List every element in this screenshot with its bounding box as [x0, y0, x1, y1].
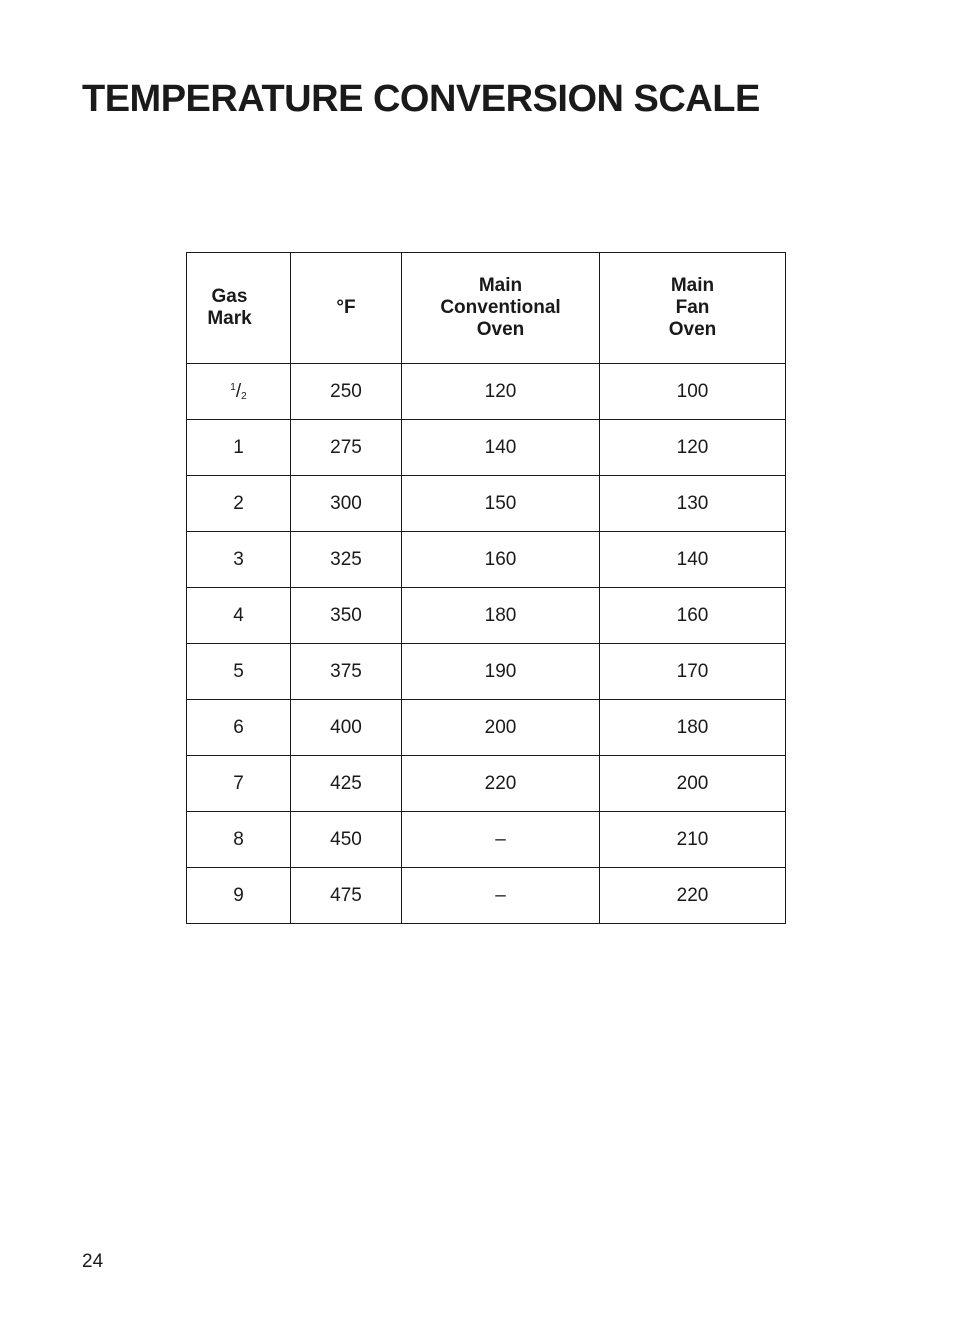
cell-fan-oven: 140 — [600, 532, 786, 588]
cell-fahrenheit: 475 — [291, 868, 402, 924]
cell-fahrenheit: 250 — [291, 364, 402, 420]
cell-gas-mark: 8 — [187, 812, 291, 868]
cell-gas-mark: 2 — [187, 476, 291, 532]
cell-gas-mark: 9 — [187, 868, 291, 924]
cell-gas-mark: 7 — [187, 756, 291, 812]
cell-fan-oven: 160 — [600, 588, 786, 644]
cell-fahrenheit: 350 — [291, 588, 402, 644]
cell-fan-oven: 130 — [600, 476, 786, 532]
cell-fan-oven: 200 — [600, 756, 786, 812]
header-gas-mark: Gas Mark — [187, 253, 291, 364]
header-main-fan-oven: Main Fan Oven — [600, 253, 786, 364]
cell-fan-oven: 220 — [600, 868, 786, 924]
cell-fahrenheit: 450 — [291, 812, 402, 868]
cell-fahrenheit: 325 — [291, 532, 402, 588]
table-row — [187, 364, 786, 420]
cell-fan-oven: 170 — [600, 644, 786, 700]
table-row — [187, 420, 786, 476]
cell-conventional-oven: 190 — [402, 644, 600, 700]
cell-fan-oven: 210 — [600, 812, 786, 868]
table-row — [187, 644, 786, 700]
cell-gas-mark: 4 — [187, 588, 291, 644]
temperature-conversion-table — [186, 252, 786, 924]
fraction-half: $^1/_2$ — [230, 380, 247, 402]
cell-fahrenheit: 375 — [291, 644, 402, 700]
page-number: 24 — [82, 1251, 104, 1272]
cell-fan-oven: 120 — [600, 420, 786, 476]
cell-conventional-oven: 220 — [402, 756, 600, 812]
table-row — [187, 476, 786, 532]
page-title: TEMPERATURE CONVERSION SCALE — [82, 78, 760, 120]
table-row — [187, 868, 786, 924]
table-row — [187, 812, 786, 868]
cell-fahrenheit: 275 — [291, 420, 402, 476]
cell-conventional-oven: – — [402, 868, 600, 924]
table-row — [187, 756, 786, 812]
cell-gas-mark — [187, 364, 291, 420]
cell-conventional-oven: 120 — [402, 364, 600, 420]
cell-conventional-oven: 150 — [402, 476, 600, 532]
header-fahrenheit: °F — [291, 253, 402, 364]
cell-fahrenheit: 300 — [291, 476, 402, 532]
cell-fahrenheit: 425 — [291, 756, 402, 812]
cell-conventional-oven: – — [402, 812, 600, 868]
cell-conventional-oven: 140 — [402, 420, 600, 476]
cell-fan-oven: 180 — [600, 700, 786, 756]
cell-gas-mark: 3 — [187, 532, 291, 588]
cell-gas-mark: 6 — [187, 700, 291, 756]
cell-gas-mark: 1 — [187, 420, 291, 476]
table-header-row — [187, 253, 786, 364]
cell-conventional-oven: 180 — [402, 588, 600, 644]
cell-fan-oven: 100 — [600, 364, 786, 420]
cell-conventional-oven: 200 — [402, 700, 600, 756]
header-main-conventional-oven: Main Conventional Oven — [402, 253, 600, 364]
table-row — [187, 700, 786, 756]
table-row — [187, 588, 786, 644]
cell-fahrenheit: 400 — [291, 700, 402, 756]
table-body — [187, 364, 786, 924]
table-row — [187, 532, 786, 588]
cell-conventional-oven: 160 — [402, 532, 600, 588]
cell-gas-mark: 5 — [187, 644, 291, 700]
